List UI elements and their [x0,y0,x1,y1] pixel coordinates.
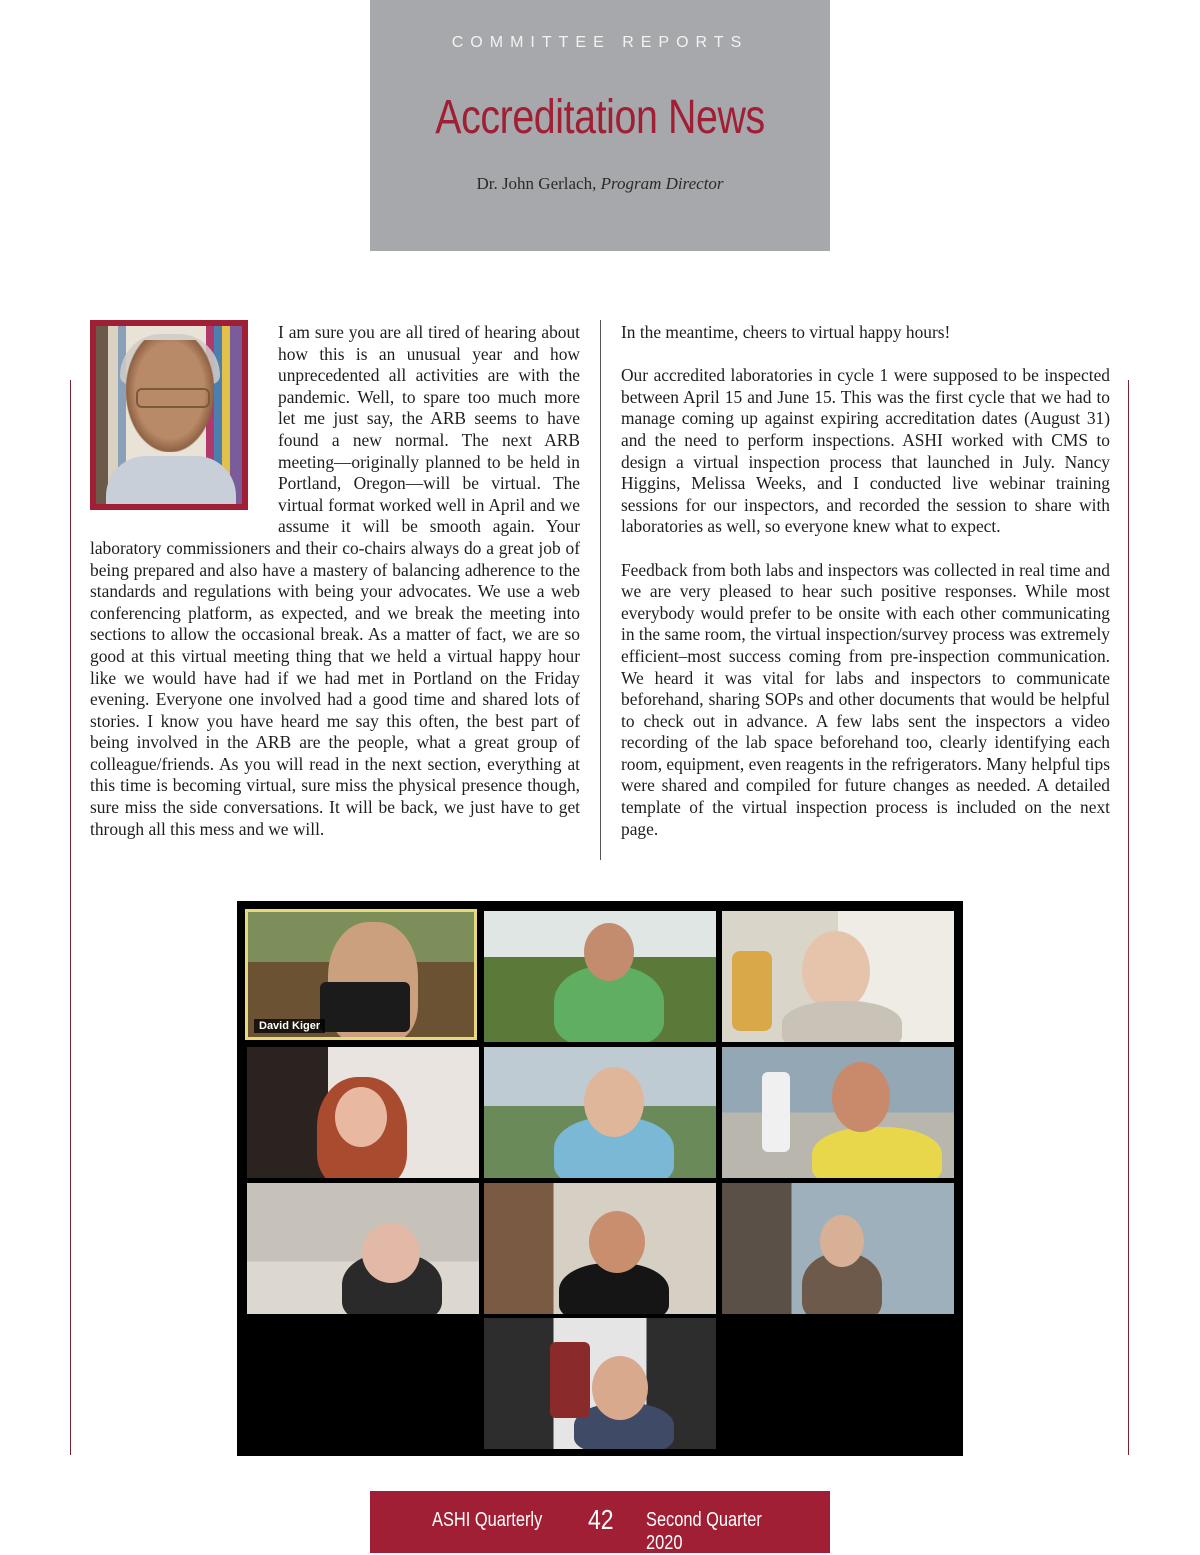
video-tile [247,1183,479,1314]
video-tile [247,1047,479,1178]
author-role: Program Director [600,174,724,193]
page-footer [370,1491,830,1553]
video-tile [484,1047,716,1178]
article-paragraph: I am sure you are all tired of hearing about how this is an unusual year and how unprecedented all activities are with the pandemic. Well, to spare too much more let me just say, the ARB seems to have found a new normal. The next ARB meeting—originally planned to be held in Portland, Oregon—will be virtual. The virtual format worked well in April and we assume it will be smooth again. Your laboratory commissioners and their co-chairs always do a great job of being prepared and also have a mastery of balancing adherence to the standards and regulations with being your advocates. We use a web conferencing platform, as expected, and we break the meeting into sections to allow the occasional break. As a matter of fact, we are so good at this virtual meeting thing that we held a virtual happy hour like we would have had if we had met in Portland on the Friday evening. Everyone one involved had a good time and shared lots of stories. I know you have heard me say this often, the best part of being involved in the ARB are the people, what a great group of colleague/friends. As you will read in the next section, everything at this time is becoming virtual, sure miss the physical presence though, sure miss the side conversations. It will be back, we just have to get through all this mess and we will. [90,322,580,839]
column-divider [600,320,601,860]
issue-label: Second Quarter 2020 [646,1509,762,1554]
header-banner [370,0,830,251]
video-call-screenshot [237,901,963,1456]
byline [370,174,830,194]
section-label: COMMITTEE REPORTS [451,34,749,51]
video-tile [722,911,954,1042]
article-paragraph: Our accredited laboratories in cycle 1 were supposed to be inspected between April 15 and June 15. This was the first cycle that we had to manage coming up against expiring accreditation dates (August 31) and the need to perform inspections. ASHI worked with CMS to design a virtual inspection process that launched in July. Nancy Higgins, Melissa Weeks, and I conducted live webinar training sessions for our inspectors, and recorded the session to share with laboratories as well, so everyone knew what to expect. [621,365,1110,537]
article-left-column [90,322,580,862]
left-rule [70,380,71,1455]
video-tile [484,1183,716,1314]
right-rule [1128,380,1129,1455]
video-tile [245,909,477,1040]
publication-name: ASHI Quarterly [432,1509,543,1531]
author-name: Dr. John Gerlach, [476,174,597,193]
author-portrait [90,320,248,510]
video-tile [722,1183,954,1314]
article-paragraph: In the meantime, cheers to virtual happy hours! [621,322,951,342]
video-tile [722,1047,954,1178]
video-tile [484,911,716,1042]
page-title: Accreditation News [435,91,765,144]
article-right-column [621,322,1110,862]
video-tile [484,1318,716,1449]
page-number: 42 [588,1504,614,1535]
participant-name-tag: David Kiger [254,1019,325,1033]
article-paragraph: Feedback from both labs and inspectors was collected in real time and we are very pleased to hear such positive responses. While most everybody would prefer to be onsite with each other communicating in the same room, the virtual inspection/survey process was extremely efficient–most success coming from pre-inspection communication. We heard it was vital for labs and inspectors to communicate beforehand, sharing SOPs and other documents that would be helpful to check out in advance. A few labs sent the inspectors a video recording of the lab space beforehand too, clearly identifying each room, equipment, even reagents in the refrigerators. Many helpful tips were shared and compiled for future changes as needed. A detailed template of the virtual inspection process is included on the next page. [621,559,1110,839]
